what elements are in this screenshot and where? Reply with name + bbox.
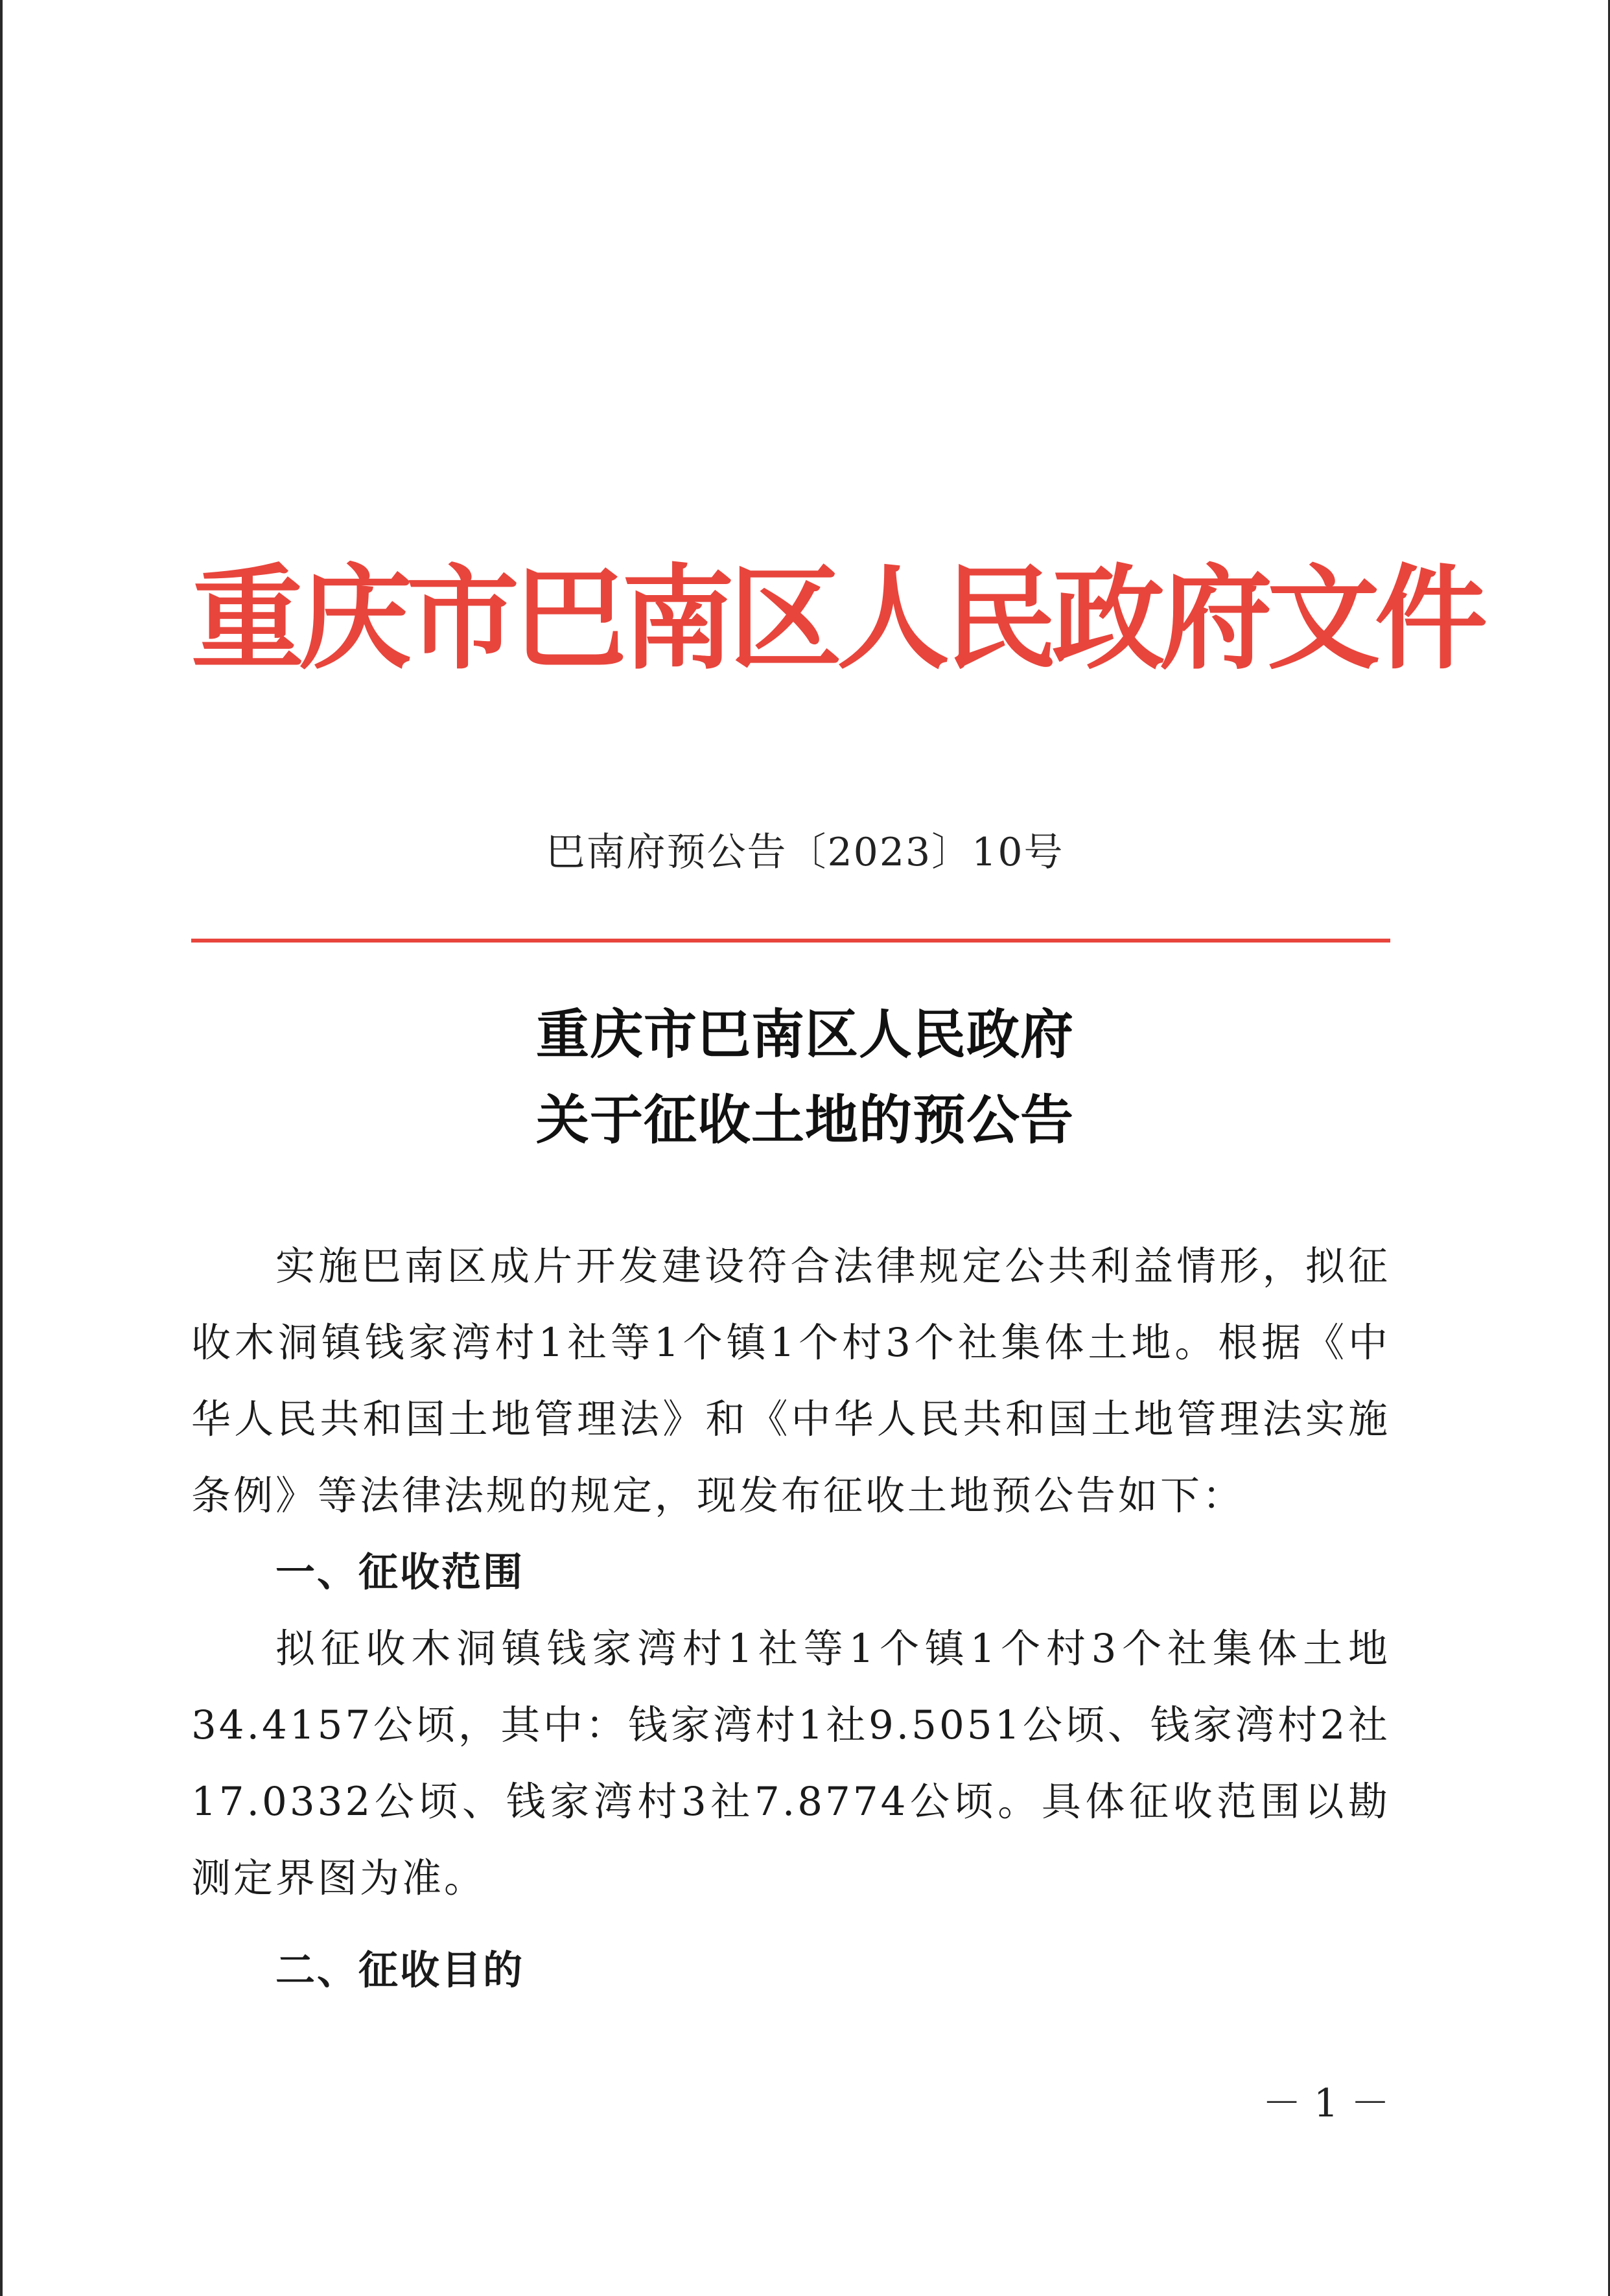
masthead: 重庆市巴南区人民政府文件 — [191, 553, 1483, 685]
notice-title — [0, 992, 1610, 1163]
section-heading-scope: 一、征收范围 — [275, 1549, 525, 1595]
intro-paragraph: 实施巴南区成片开发建设符合法律规定公共利益情形，拟征收木洞镇钱家湾村1社等1个镇1个村3个社集体土地。根据《中华人民共和国土地管理法》和《中华人民共和国土地管理法实施条例》等法律法规的规定，现发布征收土地预公告如下： — [191, 1243, 1390, 1519]
red-separator-line — [191, 939, 1390, 943]
document-number: 巴南府预公告〔2023〕10号 — [546, 830, 1064, 875]
notice-title-line-2: 关于征收土地的预公告 — [535, 1089, 1074, 1151]
section-gap — [191, 1917, 1390, 1932]
notice-title-line-1: 重庆市巴南区人民政府 — [535, 1003, 1074, 1066]
notice-body — [191, 1228, 1390, 2009]
page-number: － 1 － — [1262, 2081, 1390, 2126]
section-heading-purpose: 二、征收目的 — [275, 1947, 525, 1993]
scope-paragraph: 拟征收木洞镇钱家湾村1社等1个镇1个村3个社集体土地34.4157公顷，其中：钱家湾村1社9.5051公顷、钱家湾村2社17.0332公顷、钱家湾村3社7.8774公顷。具体征收范围以勘测定界图为准。 — [191, 1626, 1390, 1901]
